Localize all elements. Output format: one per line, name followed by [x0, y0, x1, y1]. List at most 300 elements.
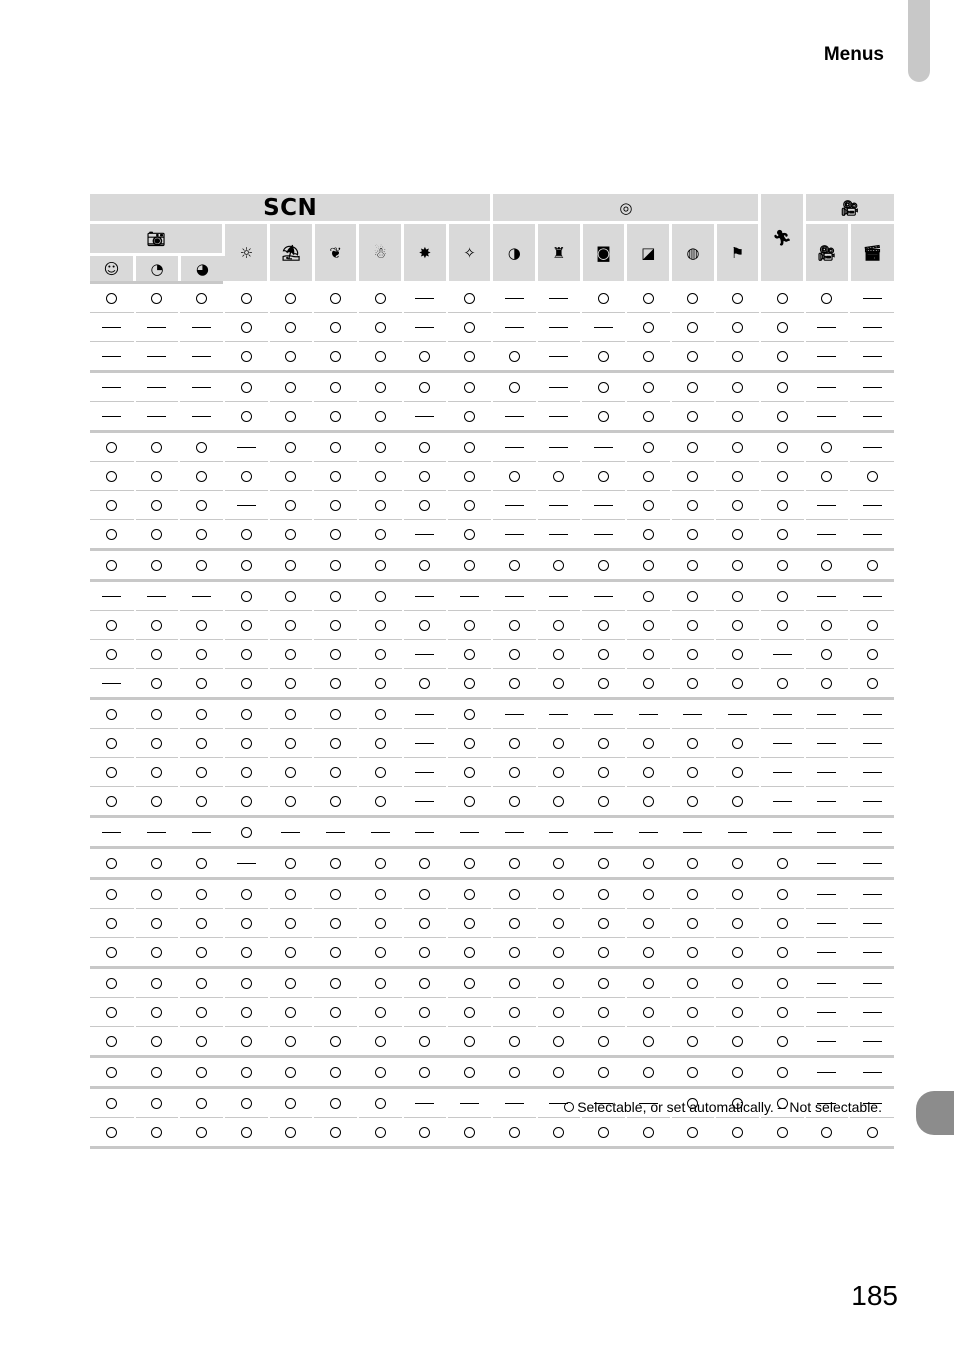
table-cell — [537, 462, 582, 491]
selectable-mark-icon — [151, 442, 162, 453]
table-cell — [358, 1088, 403, 1118]
not-selectable-mark-icon — [549, 356, 568, 357]
selectable-mark-icon — [241, 709, 252, 720]
table-cell — [805, 729, 850, 758]
table-row — [90, 581, 894, 611]
not-selectable-mark-icon — [549, 298, 568, 299]
not-selectable-mark-icon — [817, 894, 836, 895]
selectable-mark-icon — [285, 1067, 296, 1078]
selectable-mark-icon — [643, 529, 654, 540]
table-cell — [805, 432, 850, 462]
table-cell — [626, 998, 671, 1027]
table-cell — [179, 342, 224, 372]
selectable-mark-icon — [643, 889, 654, 900]
selectable-mark-icon — [509, 947, 520, 958]
table-cell — [626, 669, 671, 699]
selectable-mark-icon — [375, 1036, 386, 1047]
selectable-mark-icon — [598, 620, 609, 631]
not-selectable-mark-icon — [817, 832, 836, 833]
table-cell — [537, 611, 582, 640]
not-selectable-mark-icon — [505, 416, 524, 417]
table-cell — [492, 758, 537, 787]
not-selectable-mark-icon — [505, 534, 524, 535]
selectable-mark-icon — [687, 560, 698, 571]
selectable-mark-icon — [464, 293, 475, 304]
selectable-mark-icon — [285, 918, 296, 929]
selectable-mark-icon — [687, 471, 698, 482]
table-cell — [626, 817, 671, 848]
selectable-mark-icon — [821, 293, 832, 304]
table-cell — [760, 938, 805, 968]
selectable-mark-icon — [241, 978, 252, 989]
selectable-mark-icon — [687, 649, 698, 660]
selectable-mark-icon — [867, 560, 878, 571]
table-cell — [224, 581, 269, 611]
selectable-mark-icon — [151, 560, 162, 571]
not-selectable-mark-icon — [415, 534, 434, 535]
selectable-mark-icon — [732, 1007, 743, 1018]
not-selectable-mark-icon — [505, 596, 524, 597]
table-cell — [626, 491, 671, 520]
selectable-mark-icon — [241, 796, 252, 807]
table-cell — [90, 491, 135, 520]
selectable-mark-icon — [151, 500, 162, 511]
table-cell — [849, 968, 894, 998]
table-cell — [671, 402, 716, 432]
table-cell — [224, 372, 269, 402]
creative-filters-icon: ◎ — [619, 198, 633, 217]
table-cell — [447, 611, 492, 640]
table-cell — [358, 432, 403, 462]
table-cell — [90, 1057, 135, 1088]
not-selectable-mark-icon — [549, 505, 568, 506]
selectable-mark-icon — [732, 529, 743, 540]
table-cell — [849, 432, 894, 462]
selectable-mark-icon — [106, 1036, 117, 1047]
table-cell — [626, 1118, 671, 1148]
selectable-mark-icon — [151, 678, 162, 689]
table-cell — [447, 581, 492, 611]
table-cell — [358, 611, 403, 640]
selectable-mark-icon — [598, 1067, 609, 1078]
selectable-mark-icon — [821, 442, 832, 453]
table-cell — [90, 1027, 135, 1057]
table-cell — [403, 817, 448, 848]
selectable-mark-icon — [732, 411, 743, 422]
table-cell — [671, 491, 716, 520]
not-selectable-mark-icon — [505, 505, 524, 506]
selectable-mark-icon — [732, 767, 743, 778]
table-cell — [179, 640, 224, 669]
table-cell — [581, 1057, 626, 1088]
selectable-mark-icon — [330, 709, 341, 720]
selectable-mark-icon — [464, 1067, 475, 1078]
selectable-mark-icon — [151, 1127, 162, 1138]
selectable-mark-icon — [196, 918, 207, 929]
not-selectable-mark-icon — [728, 832, 747, 833]
selectable-mark-icon — [106, 1007, 117, 1018]
selectable-mark-icon — [509, 560, 520, 571]
table-cell — [358, 758, 403, 787]
selectable-mark-icon — [777, 322, 788, 333]
not-selectable-mark-icon — [460, 832, 479, 833]
table-cell — [90, 520, 135, 550]
table-cell — [313, 848, 358, 879]
selectable-mark-icon — [285, 591, 296, 602]
table-cell — [224, 938, 269, 968]
table-cell — [269, 968, 314, 998]
table-cell — [90, 283, 135, 313]
table-cell — [492, 968, 537, 998]
selectable-mark-icon — [151, 1098, 162, 1109]
table-cell — [492, 909, 537, 938]
not-selectable-mark-icon — [505, 447, 524, 448]
table-row — [90, 669, 894, 699]
table-cell — [90, 848, 135, 879]
table-cell — [224, 699, 269, 729]
selectable-mark-icon — [241, 293, 252, 304]
table-cell — [313, 817, 358, 848]
selectable-mark-icon — [196, 529, 207, 540]
selectable-mark-icon — [777, 442, 788, 453]
table-cell — [269, 938, 314, 968]
table-cell — [403, 491, 448, 520]
table-cell — [805, 1118, 850, 1148]
color-swap-icon: ⚑ — [730, 243, 745, 262]
selectable-mark-icon — [419, 678, 430, 689]
selectable-mark-icon — [196, 947, 207, 958]
table-cell — [135, 372, 180, 402]
table-cell — [626, 432, 671, 462]
color-accent-icon: ◍ — [686, 243, 700, 262]
table-cell — [90, 462, 135, 491]
selectable-mark-icon — [777, 889, 788, 900]
table-cell — [849, 491, 894, 520]
table-cell — [224, 848, 269, 879]
selectable-mark-icon — [106, 947, 117, 958]
selectable-mark-icon — [330, 591, 341, 602]
selectable-mark-icon — [777, 591, 788, 602]
not-selectable-mark-icon — [817, 1041, 836, 1042]
selectable-mark-icon — [732, 978, 743, 989]
selectable-mark-icon — [330, 738, 341, 749]
not-selectable-mark-icon — [817, 1012, 836, 1013]
table-cell — [760, 909, 805, 938]
table-cell — [179, 611, 224, 640]
selectable-mark-icon — [598, 1007, 609, 1018]
table-cell — [447, 550, 492, 581]
table-cell — [224, 491, 269, 520]
selectable-mark-icon — [867, 649, 878, 660]
table-cell — [626, 402, 671, 432]
table-cell — [313, 879, 358, 909]
table-cell — [90, 550, 135, 581]
table-cell — [90, 817, 135, 848]
table-cell — [805, 640, 850, 669]
selectable-mark-icon — [598, 411, 609, 422]
not-selectable-mark-icon — [505, 327, 524, 328]
table-cell — [715, 879, 760, 909]
table-cell — [269, 879, 314, 909]
selectable-mark-icon — [285, 411, 296, 422]
table-cell — [805, 342, 850, 372]
not-selectable-mark-icon — [594, 447, 613, 448]
table-cell — [135, 283, 180, 313]
table-cell — [626, 640, 671, 669]
selectable-mark-icon — [643, 649, 654, 660]
table-row — [90, 402, 894, 432]
table-cell — [581, 432, 626, 462]
table-cell — [447, 342, 492, 372]
table-cell — [537, 968, 582, 998]
discreet-header — [760, 194, 805, 283]
table-cell — [537, 909, 582, 938]
table-cell — [537, 1027, 582, 1057]
not-selectable-mark-icon — [863, 327, 882, 328]
not-selectable-mark-icon — [863, 801, 882, 802]
selectable-mark-icon — [330, 529, 341, 540]
table-cell — [90, 787, 135, 817]
table-cell — [403, 283, 448, 313]
table-cell — [581, 462, 626, 491]
not-selectable-mark-icon — [147, 356, 166, 357]
table-cell — [403, 669, 448, 699]
selectable-mark-icon — [777, 293, 788, 304]
table-cell — [313, 491, 358, 520]
selectable-mark-icon — [598, 1127, 609, 1138]
table-cell — [805, 938, 850, 968]
chapter-tab — [908, 0, 930, 82]
table-cell — [581, 879, 626, 909]
table-cell — [715, 611, 760, 640]
not-selectable-mark-icon — [415, 654, 434, 655]
not-selectable-mark-icon — [683, 714, 702, 715]
selectable-mark-icon — [196, 767, 207, 778]
table-cell — [179, 758, 224, 787]
table-cell — [313, 1118, 358, 1148]
table-cell — [358, 342, 403, 372]
not-selectable-mark-icon — [460, 596, 479, 597]
table-cell — [537, 491, 582, 520]
table-cell — [492, 313, 537, 342]
table-cell — [135, 342, 180, 372]
selectable-mark-icon — [375, 471, 386, 482]
not-selectable-mark-icon — [549, 327, 568, 328]
table-cell — [135, 611, 180, 640]
table-cell — [805, 313, 850, 342]
table-cell — [715, 402, 760, 432]
table-cell — [581, 787, 626, 817]
table-cell — [492, 669, 537, 699]
not-selectable-mark-icon — [863, 743, 882, 744]
table-cell — [626, 787, 671, 817]
table-cell — [224, 1027, 269, 1057]
not-selectable-mark-icon — [192, 596, 211, 597]
selectable-mark-icon — [553, 918, 564, 929]
table-cell — [492, 372, 537, 402]
table-cell — [581, 611, 626, 640]
legend — [500, 1099, 882, 1115]
selectable-mark-icon — [687, 796, 698, 807]
table-cell — [447, 372, 492, 402]
selectable-mark-icon — [643, 978, 654, 989]
not-selectable-mark-icon — [639, 832, 658, 833]
not-selectable-mark-icon — [415, 298, 434, 299]
selectable-mark-icon — [330, 351, 341, 362]
selectable-mark-icon — [106, 529, 117, 540]
table-row — [90, 758, 894, 787]
table-cell — [269, 491, 314, 520]
table-cell — [358, 313, 403, 342]
selectable-mark-icon — [419, 1067, 430, 1078]
table-cell — [492, 283, 537, 313]
selectable-mark-icon — [285, 1098, 296, 1109]
selectable-mark-icon — [777, 1036, 788, 1047]
table-cell — [849, 640, 894, 669]
selectable-mark-icon — [241, 529, 252, 540]
table-cell — [581, 283, 626, 313]
not-selectable-mark-icon — [594, 714, 613, 715]
selectable-mark-icon — [330, 978, 341, 989]
selectable-mark-icon — [732, 738, 743, 749]
selectable-mark-icon — [598, 767, 609, 778]
table-cell — [403, 611, 448, 640]
selectable-mark-icon — [777, 382, 788, 393]
table-cell — [537, 402, 582, 432]
table-row — [90, 879, 894, 909]
not-selectable-mark-icon — [863, 894, 882, 895]
table-cell — [537, 817, 582, 848]
selectable-mark-icon — [330, 560, 341, 571]
table-cell — [403, 520, 448, 550]
table-cell — [715, 758, 760, 787]
selectable-mark-icon — [687, 889, 698, 900]
table-cell — [269, 848, 314, 879]
selectable-mark-icon — [598, 796, 609, 807]
table-cell — [849, 699, 894, 729]
table-cell — [760, 1057, 805, 1088]
selectable-mark-icon — [732, 678, 743, 689]
table-cell — [537, 640, 582, 669]
table-cell — [805, 1027, 850, 1057]
selectable-mark-icon — [509, 978, 520, 989]
table-cell — [626, 462, 671, 491]
selectable-mark-icon — [241, 889, 252, 900]
table-cell — [358, 491, 403, 520]
table-cell — [581, 909, 626, 938]
table-cell — [626, 729, 671, 758]
table-cell — [671, 729, 716, 758]
table-cell — [269, 313, 314, 342]
table-cell — [135, 699, 180, 729]
not-selectable-mark-icon — [594, 327, 613, 328]
table-cell — [403, 313, 448, 342]
table-cell — [581, 520, 626, 550]
selectable-mark-icon — [553, 678, 564, 689]
selectable-mark-icon — [643, 351, 654, 362]
table-cell — [805, 372, 850, 402]
table-cell — [179, 817, 224, 848]
not-selectable-mark-icon — [817, 534, 836, 535]
selectable-mark-icon — [419, 471, 430, 482]
selectable-mark-icon — [553, 796, 564, 807]
table-cell — [90, 938, 135, 968]
table-cell — [537, 787, 582, 817]
table-cell — [760, 729, 805, 758]
selectable-mark-icon — [375, 1067, 386, 1078]
selectable-mark-icon — [419, 351, 430, 362]
table-cell — [805, 817, 850, 848]
table-cell — [626, 313, 671, 342]
selectable-mark-icon — [151, 858, 162, 869]
table-cell — [224, 729, 269, 758]
selectable-mark-icon — [241, 591, 252, 602]
table-cell — [805, 611, 850, 640]
table-cell — [537, 581, 582, 611]
selectable-mark-icon — [330, 1127, 341, 1138]
table-cell — [269, 581, 314, 611]
table-cell — [224, 520, 269, 550]
selectable-mark-icon — [643, 382, 654, 393]
table-cell — [90, 611, 135, 640]
table-cell — [313, 909, 358, 938]
selectable-mark-icon — [464, 678, 475, 689]
table-cell — [135, 669, 180, 699]
selectable-mark-icon — [643, 796, 654, 807]
table-cell — [760, 699, 805, 729]
selectable-mark-icon — [598, 947, 609, 958]
not-selectable-mark-icon — [147, 387, 166, 388]
selectable-mark-icon — [241, 382, 252, 393]
selectable-mark-icon — [464, 918, 475, 929]
selectable-mark-icon — [106, 560, 117, 571]
selectable-mark-icon — [330, 382, 341, 393]
selectable-mark-icon — [151, 738, 162, 749]
table-cell — [671, 998, 716, 1027]
selectable-mark-icon — [464, 620, 475, 631]
not-selectable-mark-icon — [549, 714, 568, 715]
selectable-mark-icon — [777, 978, 788, 989]
selectable-mark-icon — [419, 889, 430, 900]
table-cell — [447, 1027, 492, 1057]
table-row — [90, 1118, 894, 1148]
table-cell — [358, 581, 403, 611]
not-selectable-mark-icon — [863, 832, 882, 833]
selectable-mark-icon — [285, 351, 296, 362]
table-cell — [715, 520, 760, 550]
selectable-mark-icon — [241, 620, 252, 631]
table-cell — [805, 1057, 850, 1088]
table-cell — [358, 1057, 403, 1088]
not-selectable-mark-icon — [863, 596, 882, 597]
selectable-mark-icon — [330, 947, 341, 958]
selectable-mark-icon — [464, 529, 475, 540]
table-cell — [179, 402, 224, 432]
selectable-mark-icon — [687, 322, 698, 333]
table-cell — [537, 372, 582, 402]
legend-selectable-text: Selectable, or set automatically. — [577, 1099, 774, 1115]
selectable-mark-icon — [553, 1127, 564, 1138]
table-cell — [135, 938, 180, 968]
not-selectable-mark-icon — [505, 832, 524, 833]
movie-header — [805, 194, 895, 223]
table-cell — [849, 1027, 894, 1057]
not-selectable-mark-icon — [817, 801, 836, 802]
not-selectable-mark-icon — [147, 327, 166, 328]
monochrome-icon: ◪ — [641, 243, 656, 262]
table-cell — [224, 909, 269, 938]
selectable-mark-icon — [196, 1127, 207, 1138]
